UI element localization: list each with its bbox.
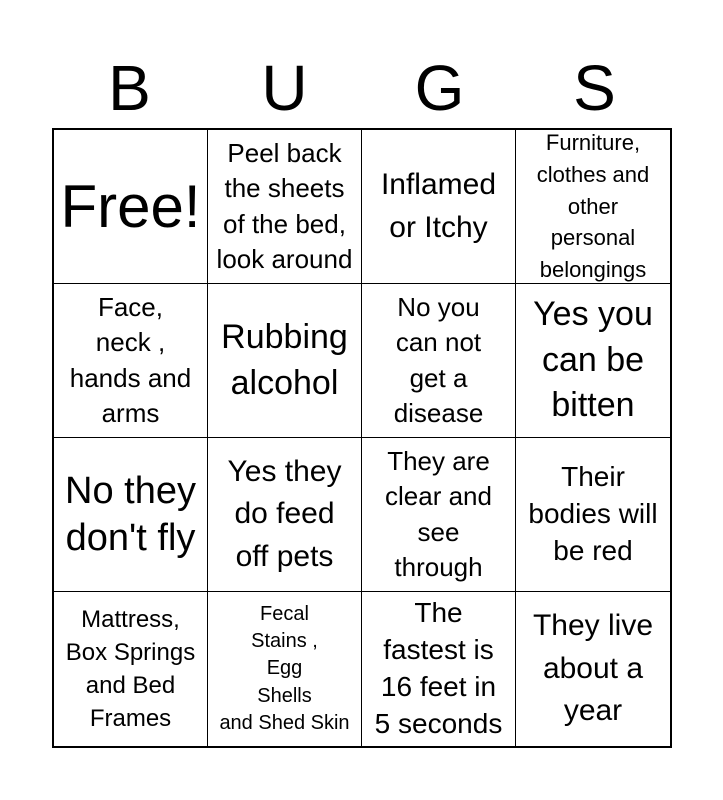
header-letter-g: G xyxy=(414,52,465,124)
bingo-cell: Furniture, clothes and other personal belongings xyxy=(516,130,670,284)
bingo-cell: They are clear and see through xyxy=(362,438,516,592)
bingo-header xyxy=(52,48,672,128)
bingo-cell: Fecal Stains , Egg Shells and Shed Skin xyxy=(208,592,362,746)
bingo-board xyxy=(52,128,672,748)
bingo-cell: No you can not get a disease xyxy=(362,284,516,438)
bingo-cell: The fastest is 16 feet in 5 seconds xyxy=(362,592,516,746)
bingo-cell: They live about a year xyxy=(532,609,654,728)
header-letter-u: U xyxy=(261,52,308,124)
bingo-cell: No they don't fly xyxy=(54,438,208,592)
header-letter-s: S xyxy=(573,52,616,124)
bingo-cell: Face, neck , hands and arms xyxy=(54,284,208,438)
bingo-cell: Rubbing alcohol xyxy=(208,284,362,438)
bingo-cell: Peel back the sheets of the bed, look around xyxy=(208,130,362,284)
header-letter-b: B xyxy=(108,52,151,124)
bingo-cell-free-space: Free! xyxy=(54,130,208,284)
bingo-cell: Yes you can be bitten xyxy=(516,284,670,438)
bingo-cell: Inflamed or Itchy xyxy=(362,130,516,284)
bingo-cell: Yes they do feed off pets xyxy=(208,438,362,592)
bingo-cell: Mattress, Box Springs and Bed Frames xyxy=(54,592,208,746)
bingo-cell: Their bodies will be red xyxy=(516,438,670,592)
